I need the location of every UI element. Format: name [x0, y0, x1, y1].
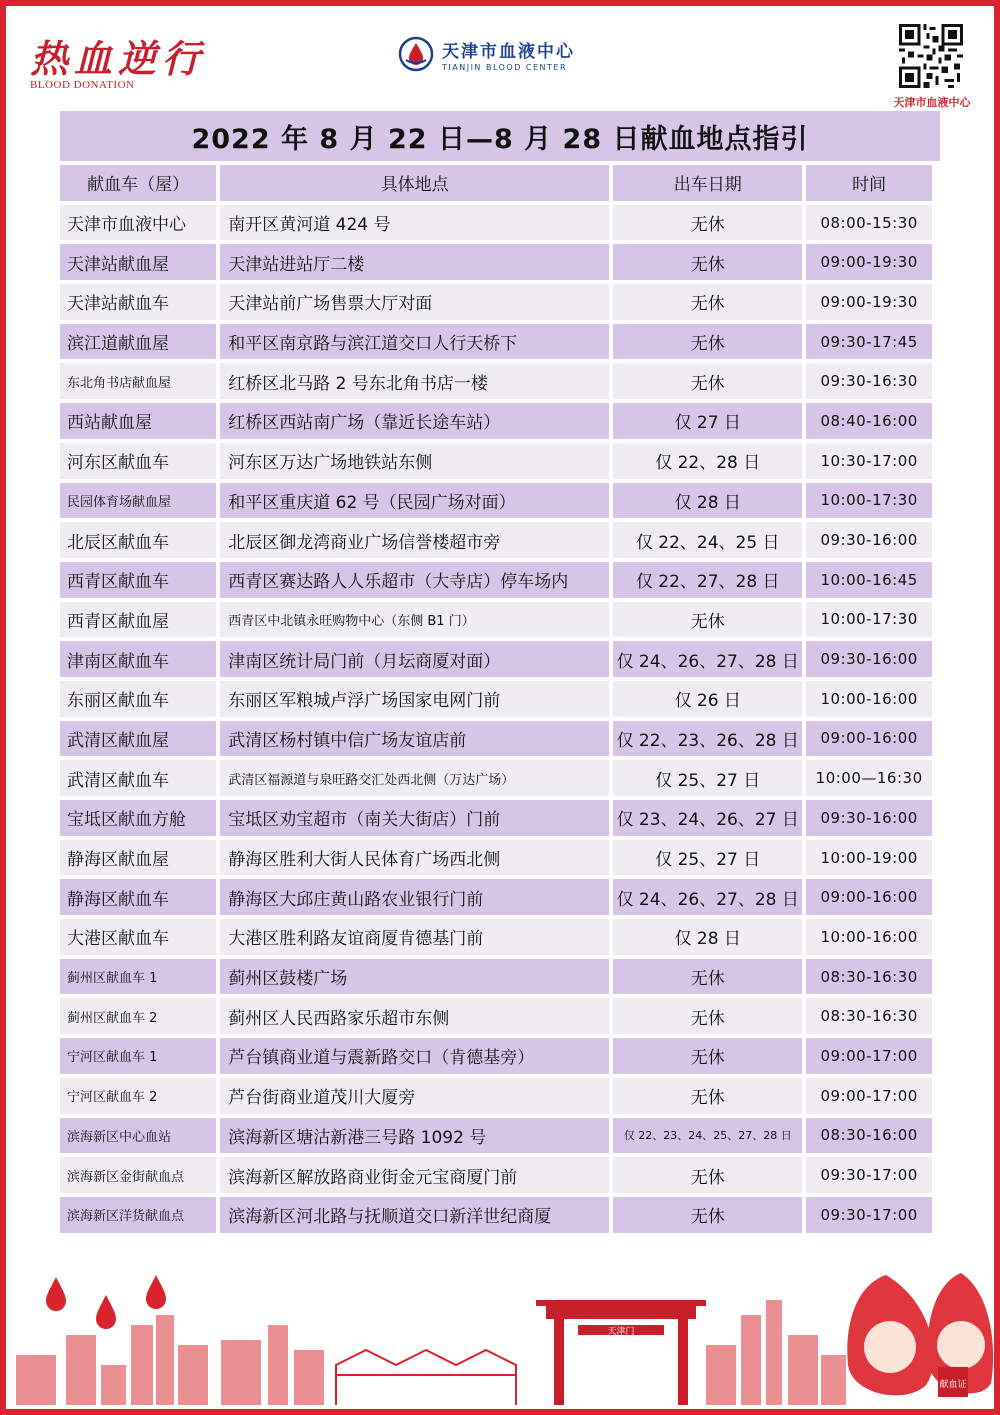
table-row [60, 205, 932, 241]
cell-location: 南开区黄河道 424 号 [220, 205, 609, 241]
cell-location: 西青区中北镇永旺购物中心（东侧 B1 门） [220, 602, 609, 638]
cell-site-name: 滨海新区洋货献血点 [60, 1197, 216, 1233]
cell-location: 和平区重庆道 62 号（民园广场对面） [220, 483, 609, 519]
cell-location: 滨海新区解放路商业街金元宝商厦门前 [220, 1157, 609, 1193]
title-bar [60, 111, 940, 161]
cell-site-name: 西站献血屋 [60, 403, 216, 439]
footer-decoration [6, 1255, 994, 1409]
cell-time: 09:00-19:30 [806, 244, 932, 280]
cell-time: 09:00-16:00 [806, 879, 932, 915]
cell-date: 无休 [613, 1197, 802, 1233]
cell-date: 无休 [613, 602, 802, 638]
cell-site-name: 蓟州区献血车 1 [60, 959, 216, 995]
cell-date: 无休 [613, 959, 802, 995]
table-row [60, 721, 932, 757]
blood-drop-icon [46, 1275, 166, 1329]
table-row [60, 522, 932, 558]
cell-time: 09:30-16:00 [806, 522, 932, 558]
cell-location: 滨海新区河北路与抚顺道交口新洋世纪商厦 [220, 1197, 609, 1233]
table-row [60, 959, 932, 995]
table-row [60, 1078, 932, 1114]
cell-site-name: 东北角书店献血屋 [60, 363, 216, 399]
cell-location: 西青区赛达路人人乐超市（大寺店）停车场内 [220, 562, 609, 598]
cell-site-name: 西青区献血车 [60, 562, 216, 598]
cell-site-name: 大港区献血车 [60, 919, 216, 955]
gate-plaque-text: 天津门 [607, 1327, 635, 1337]
cell-location: 大港区胜利路友谊商厦肯德基门前 [220, 919, 609, 955]
cell-time: 09:00-17:00 [806, 1038, 932, 1074]
cell-location: 和平区南京路与滨江道交口人行天桥下 [220, 324, 609, 360]
cell-time: 09:30-17:00 [806, 1157, 932, 1193]
cell-location: 红桥区西站南广场（靠近长途车站） [220, 403, 609, 439]
blood-drop-emblem-icon [398, 36, 434, 72]
cell-date: 仅 22、27、28 日 [613, 562, 802, 598]
cell-time: 10:00-16:00 [806, 681, 932, 717]
cell-site-name: 天津市血液中心 [60, 205, 216, 241]
cell-time: 10:00-16:00 [806, 919, 932, 955]
cell-date: 仅 26 日 [613, 681, 802, 717]
cell-date: 无休 [613, 324, 802, 360]
bridge-icon [336, 1350, 516, 1405]
cell-location: 芦台镇商业道与震新路交口（肯德基旁） [220, 1038, 609, 1074]
donation-sites-table [56, 161, 936, 1237]
cell-time: 09:30-16:00 [806, 800, 932, 836]
table-row [60, 1118, 932, 1154]
cell-time: 10:00-19:00 [806, 840, 932, 876]
cell-date: 仅 24、26、27、28 日 [613, 879, 802, 915]
cell-time: 09:30-17:45 [806, 324, 932, 360]
cell-location: 蓟州区人民西路家乐超市东侧 [220, 998, 609, 1034]
cell-time: 08:30-16:30 [806, 998, 932, 1034]
cell-time: 08:30-16:30 [806, 959, 932, 995]
page-title: 2022 年 8 月 22 日—8 月 28 日献血地点指引 [191, 123, 809, 155]
column-header-date: 出车日期 [613, 165, 802, 201]
cell-site-name: 滨海新区中心血站 [60, 1118, 216, 1154]
cell-date: 无休 [613, 205, 802, 241]
cell-location: 静海区胜利大街人民体育广场西北侧 [220, 840, 609, 876]
table-row [60, 760, 932, 796]
cell-date: 无休 [613, 998, 802, 1034]
table-row [60, 919, 932, 955]
cell-site-name: 蓟州区献血车 2 [60, 998, 216, 1034]
cell-site-name: 武清区献血车 [60, 760, 216, 796]
cell-location: 滨海新区塘沽新港三号路 1092 号 [220, 1118, 609, 1154]
blood-center-logo [398, 34, 575, 74]
cell-time: 10:00-16:45 [806, 562, 932, 598]
cell-location: 天津站前广场售票大厅对面 [220, 284, 609, 320]
cell-location: 北辰区御龙湾商业广场信誉楼超市旁 [220, 522, 609, 558]
cell-site-name: 滨海新区金街献血点 [60, 1157, 216, 1193]
cell-time: 08:00-15:30 [806, 205, 932, 241]
cell-time: 08:40-16:00 [806, 403, 932, 439]
cell-date: 无休 [613, 284, 802, 320]
cell-site-name: 西青区献血屋 [60, 602, 216, 638]
table-row [60, 840, 932, 876]
logo-subtitle: BLOOD DONATION [30, 79, 135, 91]
cell-location: 宝坻区劝宝超市（南关大街店）门前 [220, 800, 609, 836]
cell-location: 红桥区北马路 2 号东北角书店一楼 [220, 363, 609, 399]
table-row [60, 602, 932, 638]
cell-date: 无休 [613, 1157, 802, 1193]
table-row [60, 800, 932, 836]
table-row [60, 641, 932, 677]
center-name-en: TIANJIN BLOOD CENTER [442, 62, 568, 72]
cell-location: 蓟州区鼓楼广场 [220, 959, 609, 995]
cell-site-name: 民园体育场献血屋 [60, 483, 216, 519]
cell-date: 无休 [613, 1078, 802, 1114]
cell-site-name: 静海区献血屋 [60, 840, 216, 876]
logo-calligraphy: 热血逆行 [30, 36, 207, 81]
cell-date: 仅 22、23、26、28 日 [613, 721, 802, 757]
table-row [60, 1157, 932, 1193]
cell-site-name: 宁河区献血车 2 [60, 1078, 216, 1114]
cell-site-name: 河东区献血车 [60, 443, 216, 479]
cell-time: 10:00—16:30 [806, 760, 932, 796]
cell-site-name: 静海区献血车 [60, 879, 216, 915]
cell-location: 津南区统计局门前（月坛商厦对面） [220, 641, 609, 677]
cell-site-name: 宝坻区献血方舱 [60, 800, 216, 836]
column-header-location: 具体地点 [220, 165, 609, 201]
cell-location: 静海区大邱庄黄山路农业银行门前 [220, 879, 609, 915]
table-row [60, 1038, 932, 1074]
table-row [60, 284, 932, 320]
cell-time: 10:00-17:30 [806, 602, 932, 638]
column-header-time: 时间 [806, 165, 932, 201]
cell-date: 仅 25、27 日 [613, 840, 802, 876]
cell-location: 武清区杨村镇中信广场友谊店前 [220, 721, 609, 757]
cell-time: 09:30-16:00 [806, 641, 932, 677]
cell-location: 天津站进站厅二楼 [220, 244, 609, 280]
cell-site-name: 武清区献血屋 [60, 721, 216, 757]
cell-site-name: 宁河区献血车 1 [60, 1038, 216, 1074]
cell-date: 仅 22、28 日 [613, 443, 802, 479]
table-row [60, 244, 932, 280]
mascot-sign-text: 献血证 [939, 1380, 967, 1390]
qr-label: 天津市血液中心 [893, 96, 971, 109]
cell-site-name: 滨江道献血屋 [60, 324, 216, 360]
center-name-zh: 天津市血液中心 [442, 41, 575, 62]
cell-date: 仅 23、24、26、27 日 [613, 800, 802, 836]
cell-site-name: 天津站献血屋 [60, 244, 216, 280]
cell-location: 河东区万达广场地铁站东侧 [220, 443, 609, 479]
gate-icon [536, 1300, 706, 1405]
cell-time: 10:30-17:00 [806, 443, 932, 479]
qr-code-icon[interactable] [899, 24, 963, 88]
cell-date: 无休 [613, 244, 802, 280]
cell-site-name: 东丽区献血车 [60, 681, 216, 717]
table-row [60, 681, 932, 717]
table-header-row [60, 165, 932, 201]
table-row [60, 1197, 932, 1233]
cell-date: 仅 27 日 [613, 403, 802, 439]
cell-time: 09:30-16:30 [806, 363, 932, 399]
blood-donation-logo [30, 28, 245, 90]
table-row [60, 879, 932, 915]
cell-date: 仅 28 日 [613, 483, 802, 519]
cell-location: 东丽区军粮城卢浮广场国家电网门前 [220, 681, 609, 717]
cell-time: 09:00-19:30 [806, 284, 932, 320]
table-row [60, 483, 932, 519]
column-header-name: 献血车（屋） [60, 165, 216, 201]
cell-date: 仅 25、27 日 [613, 760, 802, 796]
table-row [60, 363, 932, 399]
cell-time: 08:30-16:00 [806, 1118, 932, 1154]
cell-time: 09:00-17:00 [806, 1078, 932, 1114]
cell-time: 10:00-17:30 [806, 483, 932, 519]
cell-site-name: 天津站献血车 [60, 284, 216, 320]
cell-site-name: 津南区献血车 [60, 641, 216, 677]
cell-site-name: 北辰区献血车 [60, 522, 216, 558]
table-row [60, 443, 932, 479]
cell-date: 无休 [613, 1038, 802, 1074]
cell-time: 09:30-17:00 [806, 1197, 932, 1233]
cell-date: 无休 [613, 363, 802, 399]
cell-location: 武清区福源道与泉旺路交汇处西北侧（万达广场） [220, 760, 609, 796]
mascot-icon [847, 1273, 993, 1397]
table-row [60, 562, 932, 598]
cell-date: 仅 24、26、27、28 日 [613, 641, 802, 677]
cell-date: 仅 28 日 [613, 919, 802, 955]
table-row [60, 998, 932, 1034]
cell-date: 仅 22、24、25 日 [613, 522, 802, 558]
cell-location: 芦台街商业道茂川大厦旁 [220, 1078, 609, 1114]
table-row [60, 324, 932, 360]
cell-date: 仅 22、23、24、25、27、28 日 [613, 1118, 802, 1154]
table-row [60, 403, 932, 439]
cell-time: 09:00-16:00 [806, 721, 932, 757]
